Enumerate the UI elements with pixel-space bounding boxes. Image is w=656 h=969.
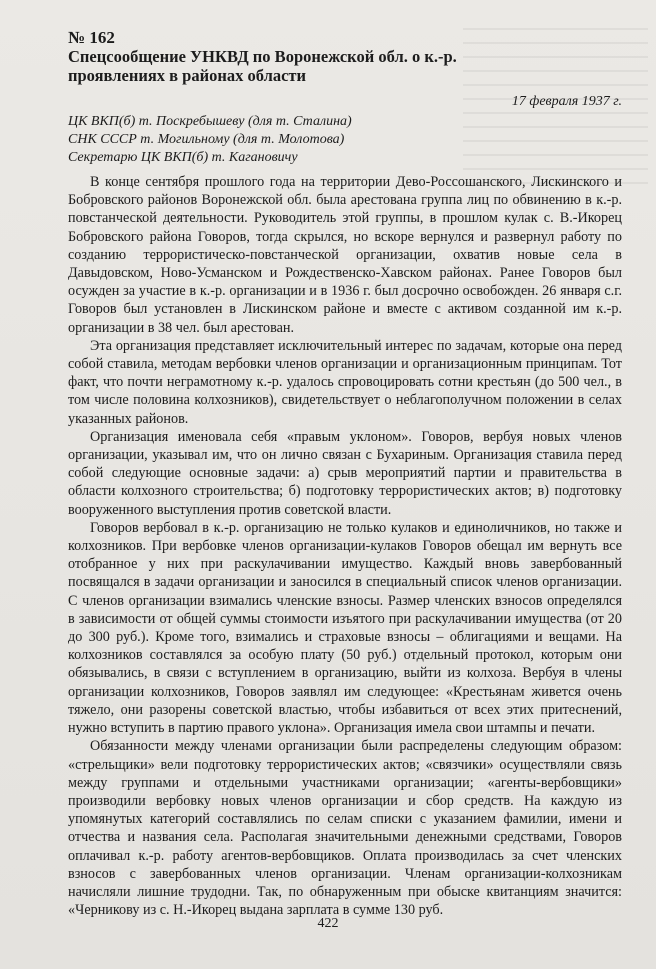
paragraph-4: Говоров вербовал в к.-р. организацию не только кулаков и единоличников, но также и колхозников. При вербовке членов организации-кулаков Говоров обещал им вернуть все отобранное у них при раскулачивании имущество. Каждый вновь завербованный посвящался в задачи организации и заносился в специальный список членов организации. С членов организации взимались членские взносы. Размер членских взносов определялся в зависимости от общей суммы стоимости изъятого при раскулачивании имущества (от 20 до 300 руб.). Кроме того, взимались и страховые взносы – облигациями и вещами. На колхозников составлялся за особую плату (50 руб.) отдельный протокол, которым они обязывались, в связи с вступлением в организацию, выйти из колхоза. Вербуя в члены организации колхозников, Говоров заявлял им следующее: «Крестьянам живется очень тяжело, они разорены советской властью, чтобы избавиться от всех этих притеснений, нужно вступить в партию правого уклона». Организация имела свои штампы и печати.: [68, 519, 622, 737]
document-number: № 162: [68, 28, 115, 47]
document-body: [68, 173, 622, 919]
addressee-kaganovich: Секретарю ЦК ВКП(б) т. Кагановичу: [68, 150, 298, 165]
document-date: 17 февраля 1937 г.: [511, 94, 622, 109]
paragraph-2: Эта организация представляет исключительный интерес по задачам, которые она перед собой ставила, методам вербовки членов организации и организационным принципам. Тот факт, что почти неграмотному к.-р. удалось спровоцировать сотни крестьян (до 500 чел., в том числе половина колхозников), свидетельствует о неблагополучном положении в селах указанных районов.: [68, 337, 622, 427]
document-title: Спецсообщение УНКВД по Воронежской обл. о к.-р. проявлениях в районах области: [68, 47, 457, 85]
document-content: [68, 28, 622, 919]
paragraph-5: Обязанности между членами организации были распределены следующим образом: «стрельщики» вели подготовку террористических актов; «связчики» осуществляли связь между группами и отдельными участниками организации; «агенты-вербовщики» производили вербовку новых членов организации и сбор средств. На каждую из упомянутых категорий составлялись по селам списки с указанием фамилии, имени и отчества и названия села. Располагая значительными денежными средствами, Говоров оплачивал к.-р. работу агентов-вербовщиков. Оплата производилась за счет членских взносов с завербованных членов организации. Членам организации-колхозникам начисляли лишние трудодни. Так, по обнаруженным при обыске квитанциям значится: «Черникову из с. Н.-Икорец выдана зарплата в сумме 130 руб.: [68, 738, 622, 919]
addressee-list: [68, 113, 622, 167]
addressee-molotov: СНК СССР т. Могильному (для т. Молотова): [68, 132, 345, 147]
paragraph-1: В конце сентября прошлого года на территории Дево-Россошанского, Лискинского и Бобровского районов Воронежской обл. была арестована группа лиц по обвинению в к.-р. повстанческой деятельности. Руководитель этой группы, в прошлом кулак с. В.-Икорец Бобровского района Говоров, тогда скрылся, но вскоре вернулся и развернул работу по созданию террористическо-повстанческой организации, охватив новые села в Давыдовском, Ново-Усманском и Рождественско-Хавском районах. Ранее Говоров был осужден за участие в к.-р. организации и в 1936 г. был досрочно освобожден. 26 января с.г. Говоров был установлен в Лискинском районе и вместе с активом созданной им к.-р. организации в 38 чел. был арестован.: [68, 174, 622, 336]
paragraph-3: Организация именовала себя «правым уклоном». Говоров, вербуя новых членов организации, указывал им, что он лично связан с Бухариным. Организация ставила перед собой следующие основные задачи: а) срыв мероприятий партии и правительства в области колхозного строительства; б) подготовку террористических актов; в) подготовку вооруженного выступления против советской власти.: [68, 428, 622, 518]
page-number: 422: [317, 916, 339, 931]
addressee-stalin: ЦК ВКП(б) т. Поскребышеву (для т. Сталина): [68, 114, 352, 129]
